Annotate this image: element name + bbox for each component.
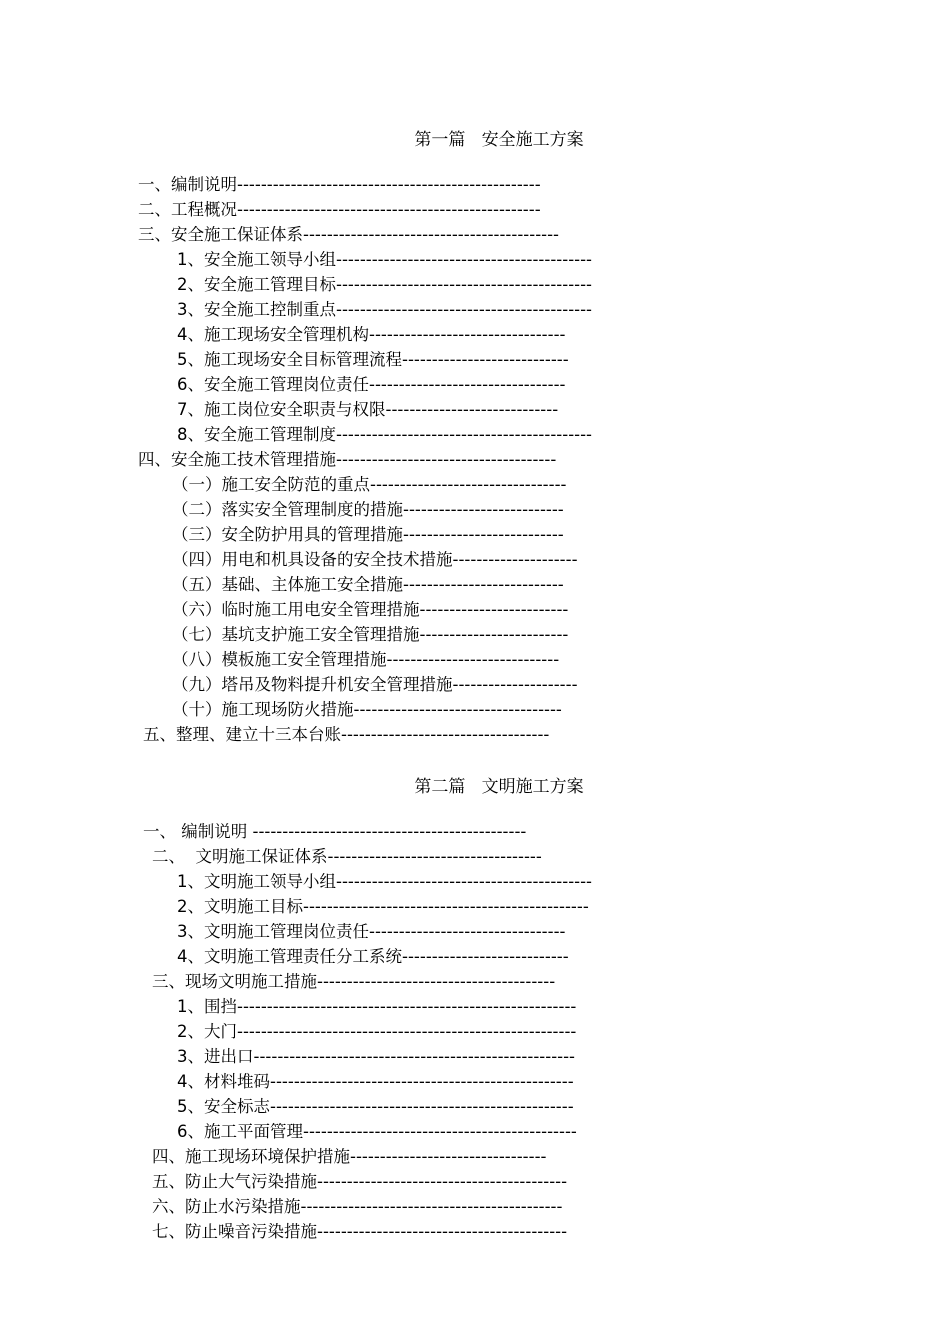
toc-entry: 1、文明施工领导小组------------------------------------------- [177, 872, 593, 891]
toc-entry: 一、编制说明--------------------------------------------------- [138, 175, 541, 194]
part1-title: 第一篇 安全施工方案 [414, 130, 584, 150]
toc-entry: （九）塔吊及物料提升机安全管理措施--------------------- [172, 675, 578, 694]
toc-entry: （一）施工安全防范的重点--------------------------------- [172, 475, 567, 494]
toc-entry: 七、防止噪音污染措施------------------------------------------ [152, 1222, 568, 1241]
toc-entry: （二）落实安全管理制度的措施--------------------------- [172, 500, 564, 519]
toc-entry: 8、安全施工管理制度------------------------------------------- [177, 425, 593, 444]
toc-entry: 1、围挡--------------------------------------------------------- [177, 997, 577, 1016]
toc-entry: （七）基坑支护施工安全管理措施------------------------- [172, 625, 569, 644]
toc-entry: 三、现场文明施工措施---------------------------------------- [152, 972, 556, 991]
toc-entry: （五）基础、主体施工安全措施--------------------------- [172, 575, 564, 594]
toc-entry: 6、施工平面管理---------------------------------------------- [177, 1122, 577, 1141]
toc-entry: 五、整理、建立十三本台账----------------------------------- [143, 725, 550, 744]
toc-entry: （十）施工现场防火措施----------------------------------- [172, 700, 562, 719]
toc-entry: 3、安全施工控制重点------------------------------------------- [177, 300, 593, 319]
toc-entry: 2、文明施工目标------------------------------------------------ [177, 897, 589, 916]
toc-entry: 2、大门--------------------------------------------------------- [177, 1022, 577, 1041]
toc-entry: 1、安全施工领导小组------------------------------------------- [177, 250, 593, 269]
toc-entry: 六、防止水污染措施-------------------------------------------- [152, 1197, 563, 1216]
toc-entry: （六）临时施工用电安全管理措施------------------------- [172, 600, 569, 619]
toc-entry: 四、安全施工技术管理措施------------------------------------- [138, 450, 557, 469]
toc-entry: （三）安全防护用具的管理措施--------------------------- [172, 525, 564, 544]
toc-entry: 五、防止大气污染措施------------------------------------------ [152, 1172, 568, 1191]
toc-entry: 2、安全施工管理目标------------------------------------------- [177, 275, 593, 294]
toc-entry: 三、安全施工保证体系------------------------------------------- [138, 225, 560, 244]
toc-entry: （八）模板施工安全管理措施----------------------------- [172, 650, 560, 669]
toc-entry: 3、文明施工管理岗位责任--------------------------------- [177, 922, 566, 941]
part2-title: 第二篇 文明施工方案 [414, 777, 584, 797]
toc-entry: （四）用电和机具设备的安全技术措施--------------------- [172, 550, 578, 569]
toc-entry: 二、 文明施工保证体系------------------------------------ [152, 847, 542, 866]
toc-entry: 3、进出口------------------------------------------------------ [177, 1047, 576, 1066]
toc-entry: 4、施工现场安全管理机构--------------------------------- [177, 325, 566, 344]
toc-entry: 7、施工岗位安全职责与权限----------------------------- [177, 400, 559, 419]
toc-entry: 二、工程概况--------------------------------------------------- [138, 200, 541, 219]
toc-entry: 4、文明施工管理责任分工系统---------------------------- [177, 947, 569, 966]
toc-entry: 四、施工现场环境保护措施--------------------------------- [152, 1147, 547, 1166]
toc-entry: 5、施工现场安全目标管理流程---------------------------- [177, 350, 569, 369]
toc-entry: 5、安全标志--------------------------------------------------- [177, 1097, 574, 1116]
toc-entry: 一、 编制说明 ---------------------------------------------- [143, 822, 527, 841]
toc-entry: 4、材料堆码--------------------------------------------------- [177, 1072, 574, 1091]
toc-entry: 6、安全施工管理岗位责任--------------------------------- [177, 375, 566, 394]
